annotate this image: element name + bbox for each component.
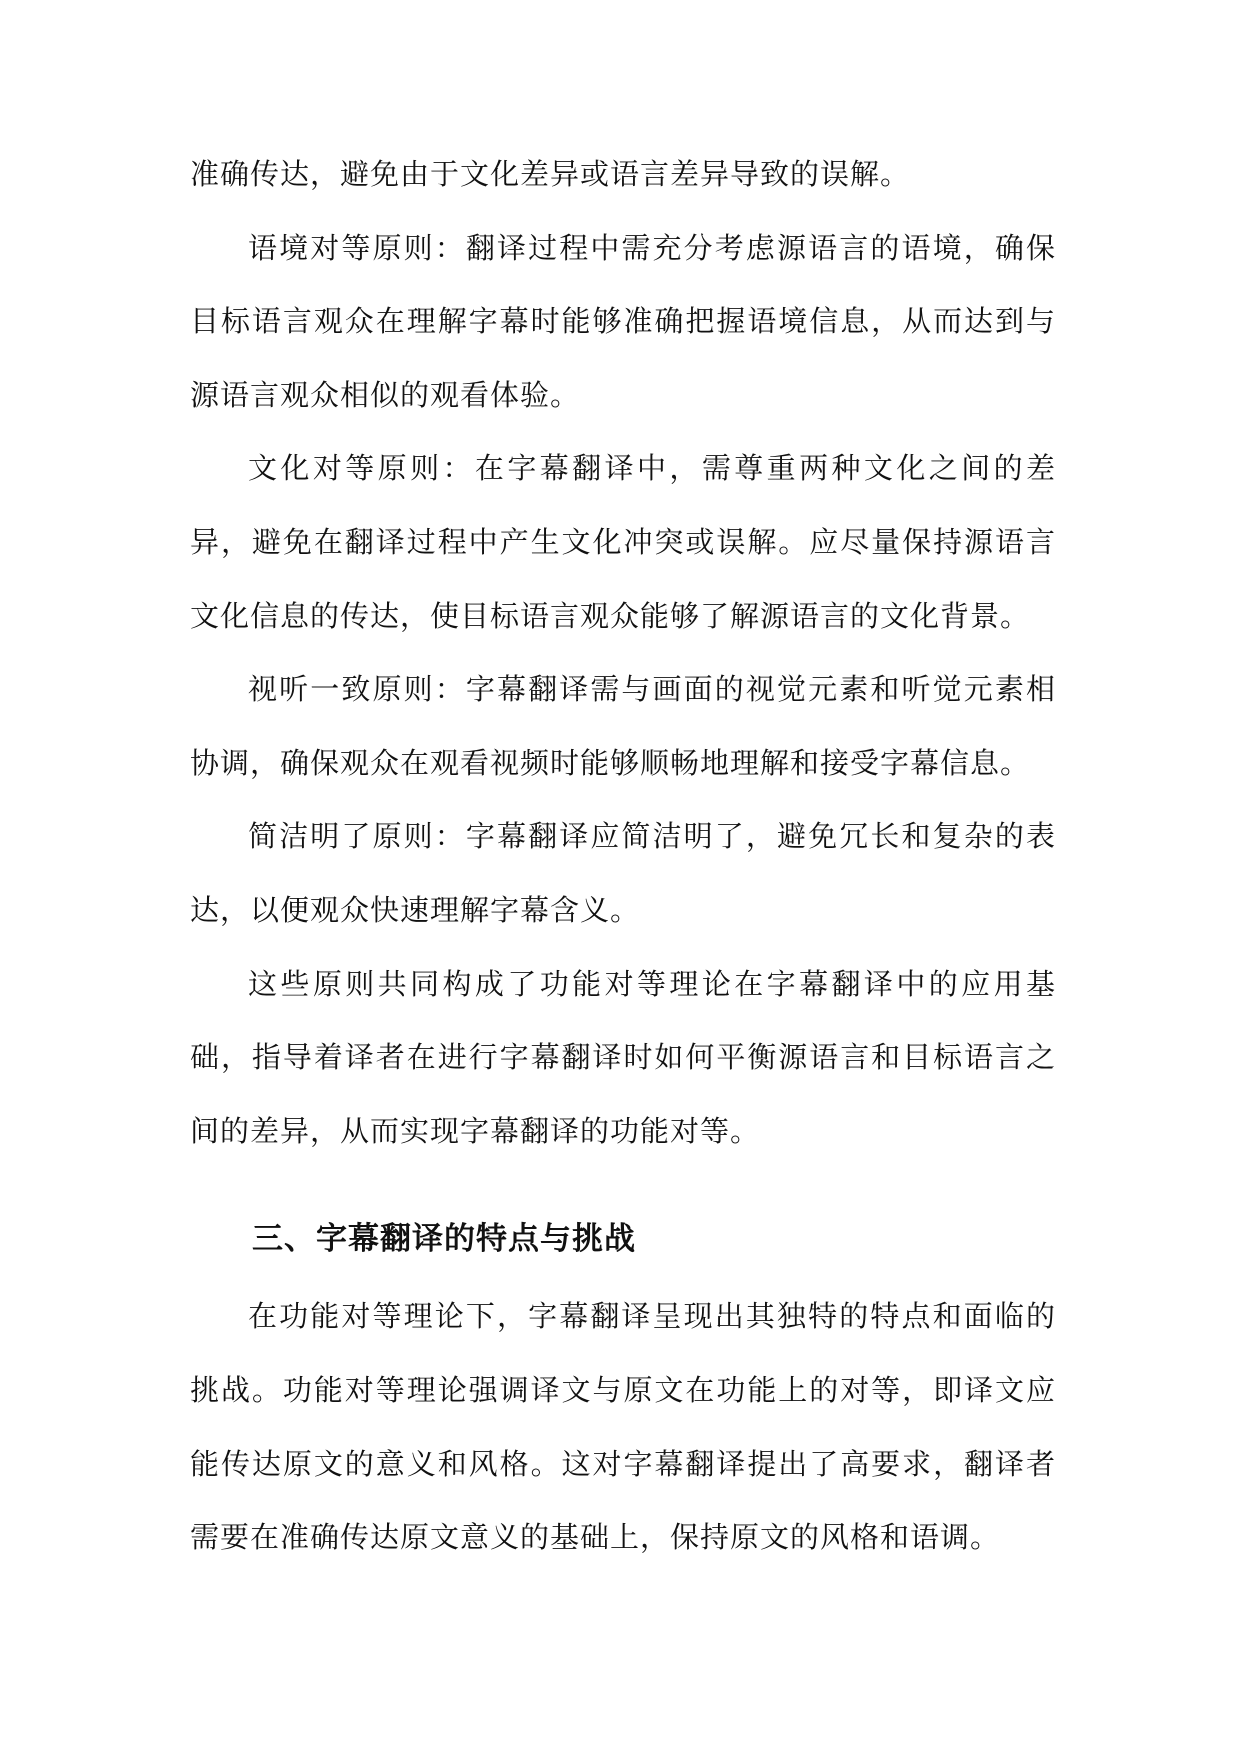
paragraph-conciseness: 简洁明了原则：字幕翻译应简洁明了，避免冗长和复杂的表达，以便观众快速理解字幕含义。 xyxy=(190,819,1056,927)
paragraph-principles-summary: 这些原则共同构成了功能对等理论在字幕翻译中的应用基础，指导着译者在进行字幕翻译时如何平衡源语言和目标语言之间的差异，从而实现字幕翻译的功能对等。 xyxy=(190,966,1056,1148)
section-heading: 三、字幕翻译的特点与挑战 xyxy=(252,1221,636,1258)
document-body xyxy=(190,138,1056,1575)
paragraph-audiovisual-consistency: 视听一致原则：字幕翻译需与画面的视觉元素和听觉元素相协调，确保观众在观看视频时能够顺畅地理解和接受字幕信息。 xyxy=(190,672,1056,780)
paragraph-cultural-equivalence: 文化对等原则：在字幕翻译中，需尊重两种文化之间的差异，避免在翻译过程中产生文化冲突或误解。应尽量保持源语言文化信息的传达，使目标语言观众能够了解源语言的文化背景。 xyxy=(190,451,1056,633)
paragraph-characteristics-intro: 在功能对等理论下，字幕翻译呈现出其独特的特点和面临的挑战。功能对等理论强调译文与原文在功能上的对等，即译文应能传达原文的意义和风格。这对字幕翻译提出了高要求，翻译者需要在准确传达原文意义的基础上，保持原文的风格和语调。 xyxy=(190,1299,1056,1555)
paragraph-continuation: 准确传达，避免由于文化差异或语言差异导致的误解。 xyxy=(190,157,911,191)
paragraph-context-equivalence: 语境对等原则：翻译过程中需充分考虑源语言的语境，确保目标语言观众在理解字幕时能够准确把握语境信息，从而达到与源语言观众相似的观看体验。 xyxy=(190,230,1056,412)
